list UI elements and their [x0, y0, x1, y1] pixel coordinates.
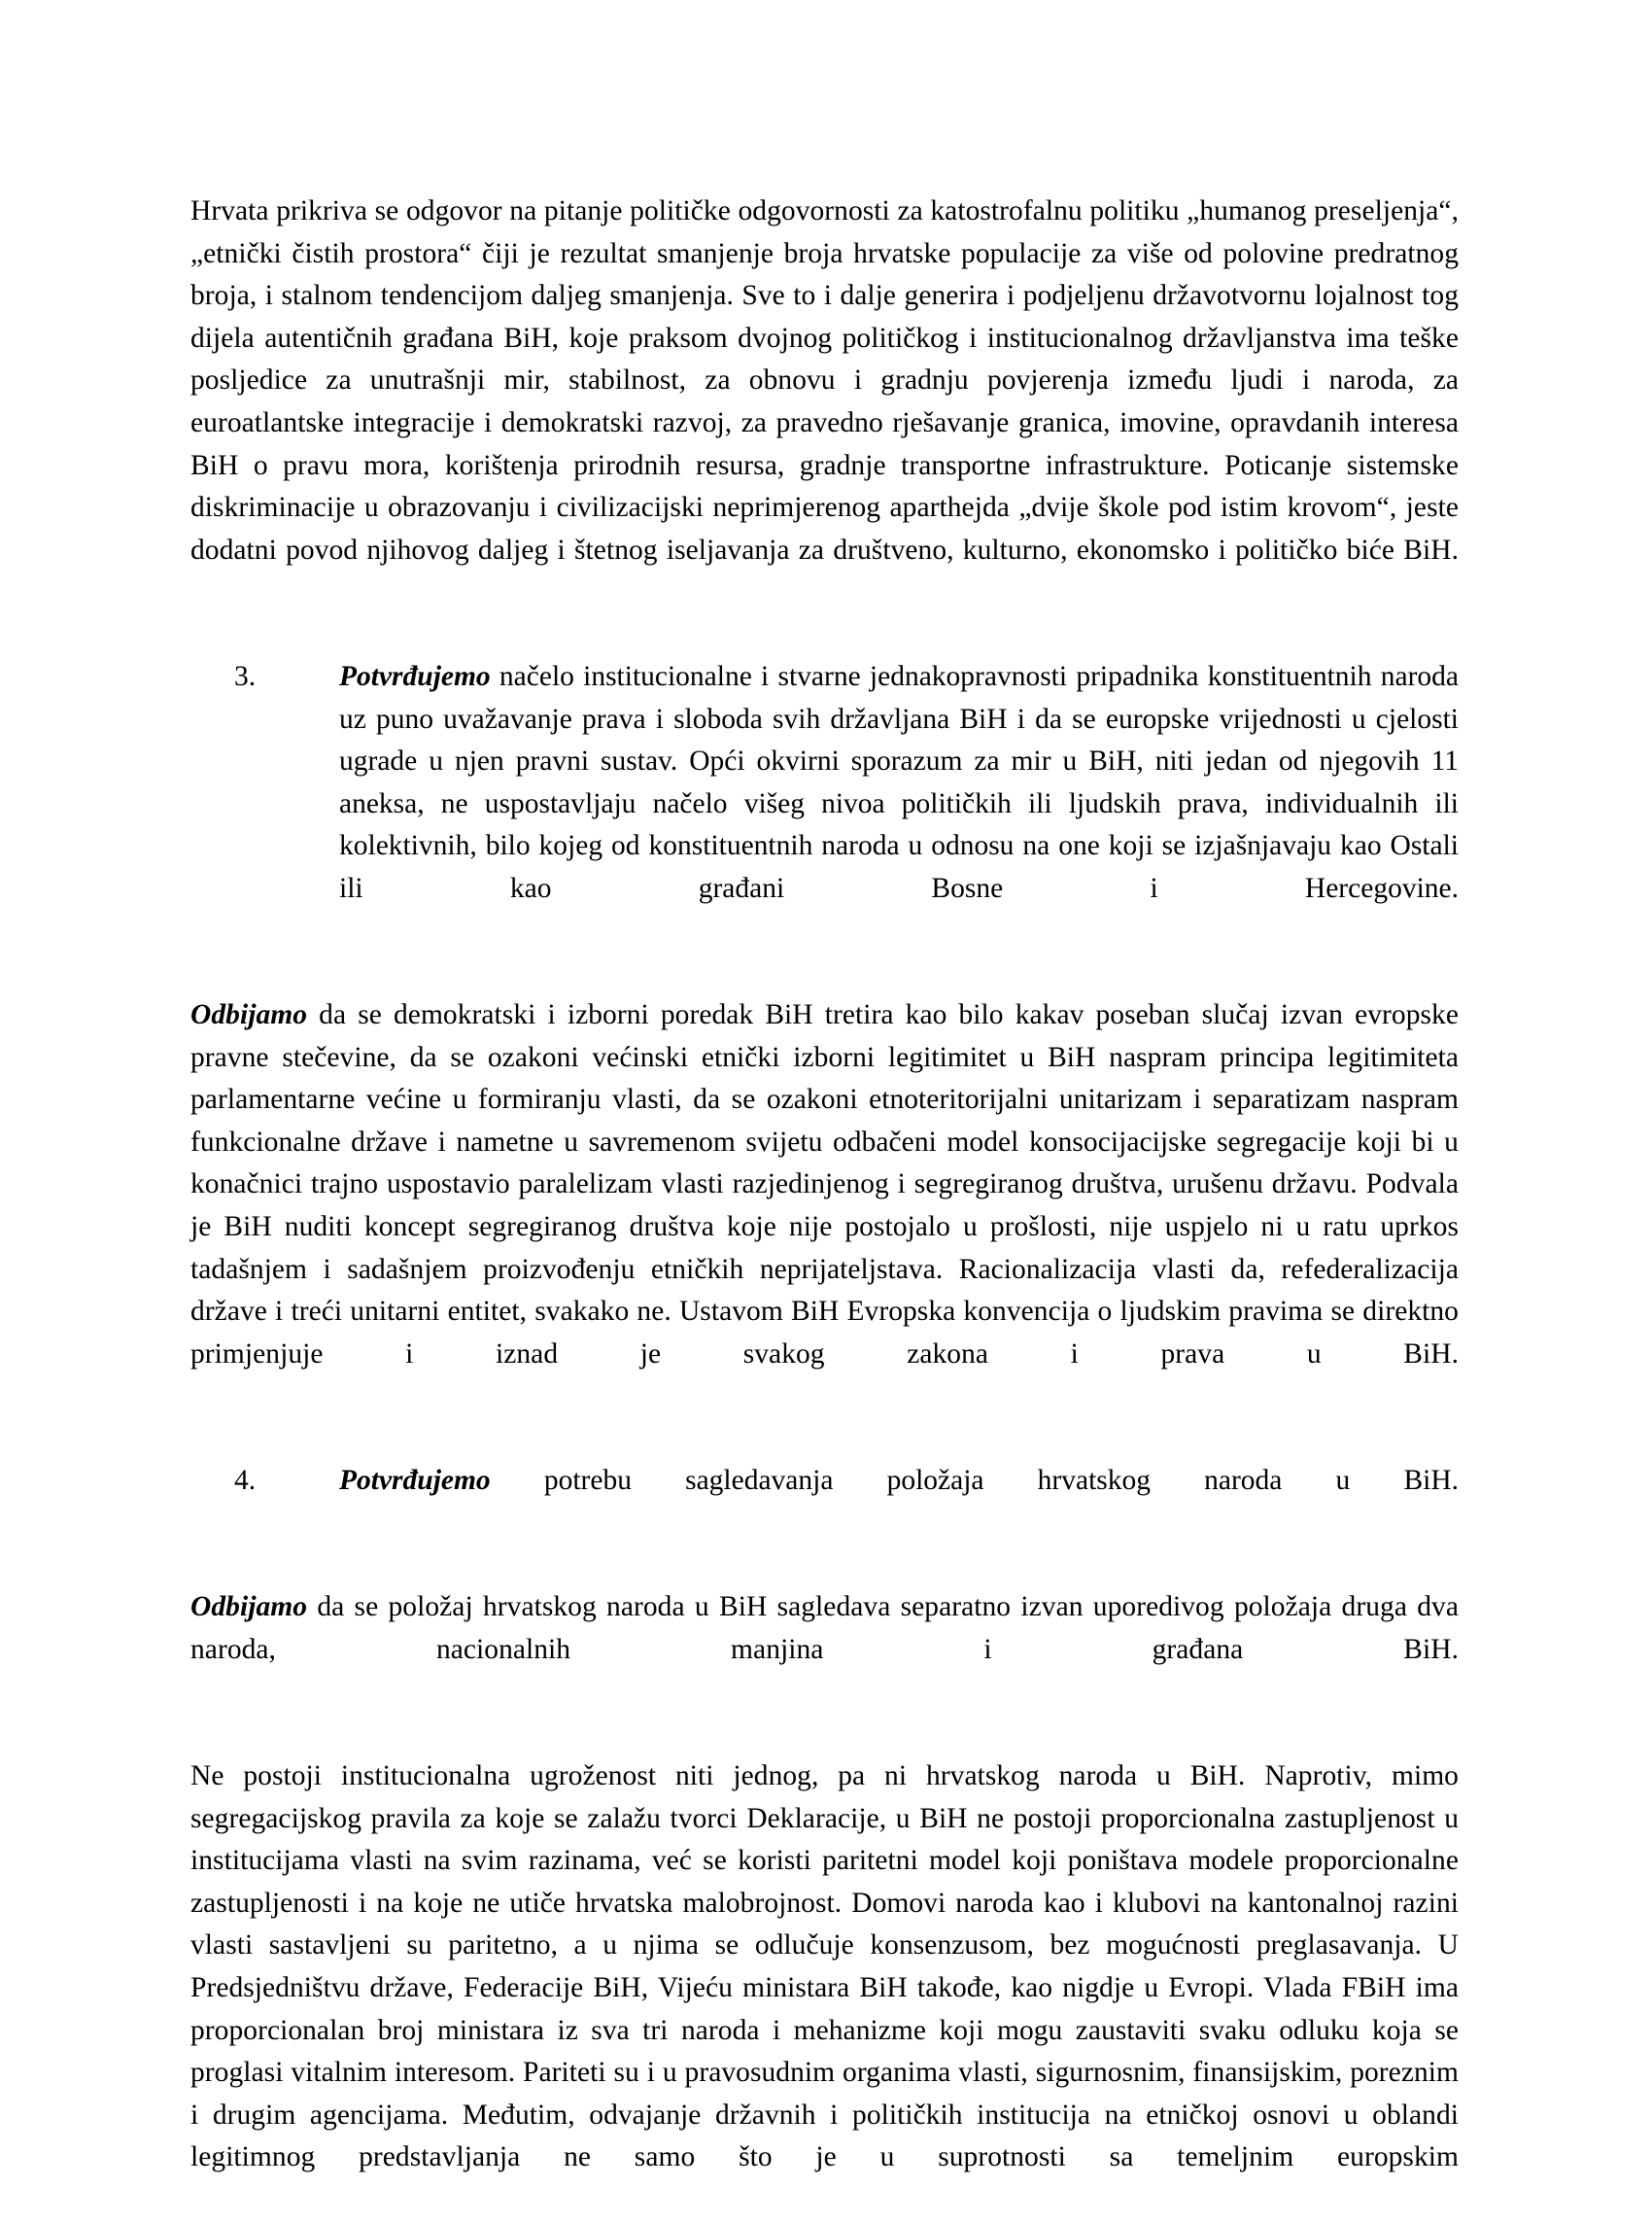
paragraph-odbijamo-2 [190, 1586, 1459, 1714]
keyword-potvrdujemo-3: Potvrđujemo [339, 660, 491, 692]
keyword-potvrdujemo-4: Potvrđujemo [339, 1465, 491, 1497]
paragraph-odbijamo-2-text: da se položaj hrvatskog naroda u BiH sagledava separatno izvan uporedivog položaja druga dva naroda, nacionalnih manjina i građana BiH. [190, 1591, 1459, 1665]
numbered-item-4 [234, 1460, 1459, 1545]
list-number-4: 4. [234, 1465, 257, 1497]
numbered-item-3-text: načelo institucionalne i stvarne jednakopravnosti pripadnika konstituentnih naroda uz puno uvažavanje prava i sloboda svih državljana BiH i da se europske vrijednosti u cjelosti ugrade u njen pravni sustav. Opći okvirni sporazum za mir u BiH, niti jedan od njegovih 11 aneksa, ne uspostavljaju načelo višeg nivoa političkih ili ljudskih prava, individualnih ili kolektivnih, bilo kojeg od konstituentnih naroda u odnosu na one koji se izjašnjavaju kao Ostali ili kao građani Bosne i Hercegovine. [339, 660, 1459, 904]
document-body [190, 191, 1459, 2222]
numbered-item-3 [234, 656, 1459, 953]
list-number-3: 3. [234, 660, 257, 692]
paragraph-odbijamo-1 [190, 994, 1459, 1418]
numbered-item-4-text: potrebu sagledavanja položaja hrvatskog naroda u BiH. [490, 1465, 1459, 1497]
paragraph-closing: Ne postoji institucionalna ugroženost niti jednog, pa ni hrvatskog naroda u BiH. Naprotiv, mimo segregacijskog pravila za koje se zalažu tvorci Deklaracije, u BiH ne postoji proporcionalna zastupljenost u institucijama vlasti na svim razinama, već se koristi paritetni model koji poništava modele proporcionalne zastupljenosti i na koje ne utiče hrvatska malobrojnost. Domovi naroda kao i klubovi na kantonalnoj razini vlasti sastavljeni su paritetno, a u njima se odlučuje konsenzusom, bez mogućnosti preglasavanja. U Predsjedništvu države, Federacije BiH, Vijeću ministara BiH takođe, kao nigdje u Evropi. Vlada FBiH ima proporcionalan broj ministara iz sva tri naroda i mehanizme koji mogu zaustaviti svaku odluku koja se proglasi vitalnim interesom. Pariteti su i u pravosudnim organima vlasti, sigurnosnim, finansijskim, poreznim i drugim agencijama. Međutim, odvajanje državnih i političkih institucija na etničkoj osnovi u oblandi legitimnog predstavljanja ne samo što je u suprotnosti sa temeljnim europskim [190, 1760, 1459, 2173]
paragraph-odbijamo-1-text: da se demokratski i izborni poredak BiH tretira kao bilo kakav poseban slučaj izvan evropske pravne stečevine, da se ozakoni većinski etnički izborni legitimitet u BiH naspram principa legitimiteta parlamentarne većine u formiranju vlasti, da se ozakoni etnoteritorijalni unitarizam i separatizam naspram funkcionalne države i nametne u savremenom svijetu odbačeni model konsocijacijske segregacije koji bi u konačnici trajno uspostavio paralelizam vlasti razjedinjenog i segregiranog društva, urušenu državu. Podvala je BiH nuditi koncept segregiranog društva koje nije postojalo u prošlosti, nije uspjelo ni u ratu uprkos tadašnjem i sadašnjem proizvođenju etničkih neprijateljstava. Racionalizacija vlasti da, refederalizacija države i treći unitarni entitet, svakako ne. Ustavom BiH Evropska konvencija o ljudskim pravima se direktno primjenjuje i iznad je svakog zakona i prava u BiH. [190, 999, 1459, 1370]
keyword-odbijamo-2: Odbijamo [190, 1591, 308, 1623]
keyword-odbijamo-1: Odbijamo [190, 999, 308, 1031]
paragraph-opening: Hrvata prikriva se odgovor na pitanje političke odgovornosti za katostrofalnu politiku „humanog preseljenja“, „etnički čistih prostora“ čiji je rezultat smanjenje broja hrvatske populacije za više od polovine predratnog broja, i stalnom tendencijom daljeg smanjenja. Sve to i dalje generira i podjeljenu državotvornu lojalnost tog dijela autentičnih građana BiH, koje praksom dvojnog političkog i institucionalnog državljanstva ima teške posljedice za unutrašnji mir, stabilnost, za obnovu i gradnju povjerenja između ljudi i naroda, za euroatlantske integracije i demokratski razvoj, za pravedno rješavanje granica, imovine, opravdanih interesa BiH o pravu mora, korištenja prirodnih resursa, gradnje transportne infrastrukture. Poticanje sistemske diskriminacije u obrazovanju i civilizacijski neprimjerenog aparthejda „dvije škole pod istim krovom“, jeste dodatni povod njihovog daljeg i štetnog iseljavanja za društveno, kulturno, ekonomsko i političko biće BiH. [190, 195, 1459, 566]
